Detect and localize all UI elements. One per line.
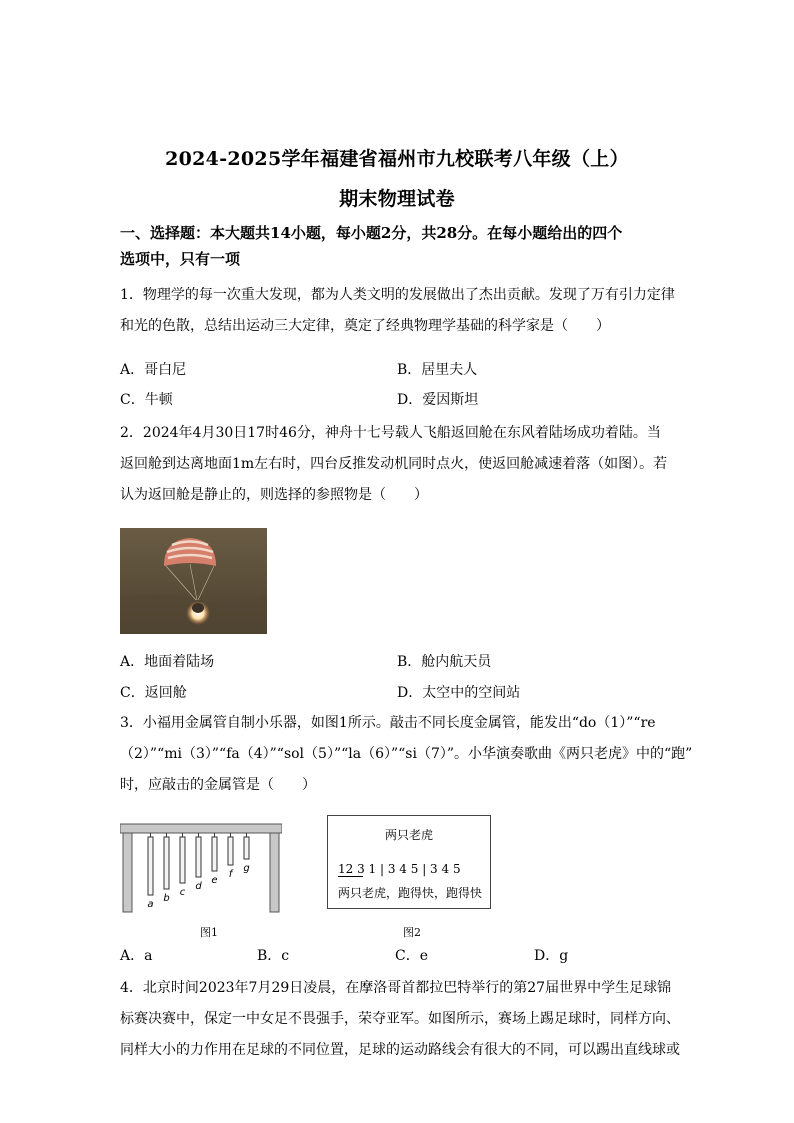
question-2 (120, 418, 695, 511)
exam-subtitle: 期末物理试卷 (339, 188, 455, 210)
metal-pipe-e[interactable] (212, 837, 217, 871)
metal-pipe-c[interactable] (180, 837, 185, 883)
figure-1-caption: 图1 (200, 926, 218, 939)
pipe-label-a: a (147, 899, 154, 910)
q1-option-d[interactable]: D．爱因斯坦 (397, 392, 479, 408)
song-notes: 12 3 1 | 3 4 5 | 3 4 5 (338, 862, 461, 876)
metal-pipe-a[interactable] (148, 837, 153, 895)
pipe-label-b: b (163, 893, 170, 904)
figure-2-caption: 图2 (403, 926, 421, 939)
section-heading-line2: 选项中，只有一项 (120, 250, 241, 268)
question-4 (120, 973, 695, 1066)
pipe-label-c: c (179, 887, 186, 898)
pipe-label-e: e (211, 875, 218, 886)
q2-option-b[interactable]: B．舱内航天员 (397, 654, 492, 670)
question-4-line1: 4．北京时间2023年7月29日凌晨，在摩洛哥首都拉巴特举行的第27届世界中学生足球锦 (120, 980, 672, 996)
pipe-label-g: g (243, 863, 250, 874)
question-3-line2: （2）”“mi（3）”“fa（4）”“sol（5）”“la（6）”“si（7）”。小华演奏歌曲《两只老虎》中的“跑” (120, 746, 693, 762)
question-2-line2: 返回舱到达离地面1m左右时，四台反推发动机同时点火，使返回舱减速着落（如图）。若 (120, 456, 668, 472)
pipe-label-d: d (195, 881, 202, 892)
pipe-label-f: f (228, 869, 233, 880)
q1-option-a[interactable]: A．哥白尼 (120, 362, 187, 378)
q2-option-a[interactable]: A．地面着陆场 (120, 654, 215, 670)
question-3-line1: 3．小福用金属管自制小乐器，如图1所示。敲击不同长度金属管，能发出“do（1）”“re (120, 715, 656, 731)
metal-pipe-b[interactable] (164, 837, 169, 889)
capsule-icon (186, 601, 210, 625)
exam-title: 2024-2025学年福建省福州市九校联考八年级（上） (165, 148, 629, 170)
note-underline (338, 876, 363, 877)
q3-option-b[interactable]: B．c (257, 948, 290, 964)
capsule-landing-photo (120, 528, 267, 634)
figure-2-song-score (327, 815, 491, 909)
song-lyrics: 两只老虎，跑得快，跑得快 (338, 886, 483, 900)
q2-option-d[interactable]: D．太空中的空间站 (397, 685, 521, 701)
metal-pipe-f[interactable] (228, 837, 233, 865)
metal-pipe-g[interactable] (244, 837, 249, 859)
question-1 (120, 280, 695, 342)
question-3-line3: 时，应敲击的金属管是（ ） (120, 777, 316, 793)
section-heading (120, 220, 680, 272)
q3-option-a[interactable]: A．a (120, 948, 153, 964)
q3-option-d[interactable]: D．g (534, 948, 569, 964)
q2-option-c[interactable]: C．返回舱 (120, 685, 187, 701)
question-1-line1: 1．物理学的每一次重大发现，都为人类文明的发展做出了杰出贡献。发现了万有引力定律 (120, 287, 675, 303)
question-2-line1: 2．2024年4月30日17时46分，神舟十七号载人飞船返回舱在东风着陆场成功着陆。当 (120, 425, 661, 441)
question-3 (120, 708, 695, 801)
question-1-line2: 和光的色散，总结出运动三大定律，奠定了经典物理学基础的科学家是（ ） (120, 318, 610, 334)
question-4-line2: 标赛决赛中，保定一中女足不畏强手，荣夺亚军。如图所示，赛场上踢足球时，同样方向、 (120, 1011, 680, 1027)
figure-1-pipe-instrument (120, 822, 282, 914)
question-2-line3: 认为返回舱是静止的，则选择的参照物是（ ） (120, 487, 428, 503)
metal-pipe-d[interactable] (196, 837, 201, 877)
section-heading-line1: 一、选择题：本大题共14小题，每小题2分，共28分。在每小题给出的四个 (120, 224, 623, 242)
question-4-line3: 同样大小的力作用在足球的不同位置，足球的运动路线会有很大的不同，可以踢出直线球或 (120, 1042, 680, 1058)
q3-option-c[interactable]: C．e (395, 948, 428, 964)
q1-option-b[interactable]: B．居里夫人 (397, 362, 478, 378)
song-title: 两只老虎 (384, 828, 433, 842)
q1-option-c[interactable]: C．牛顿 (120, 392, 173, 408)
